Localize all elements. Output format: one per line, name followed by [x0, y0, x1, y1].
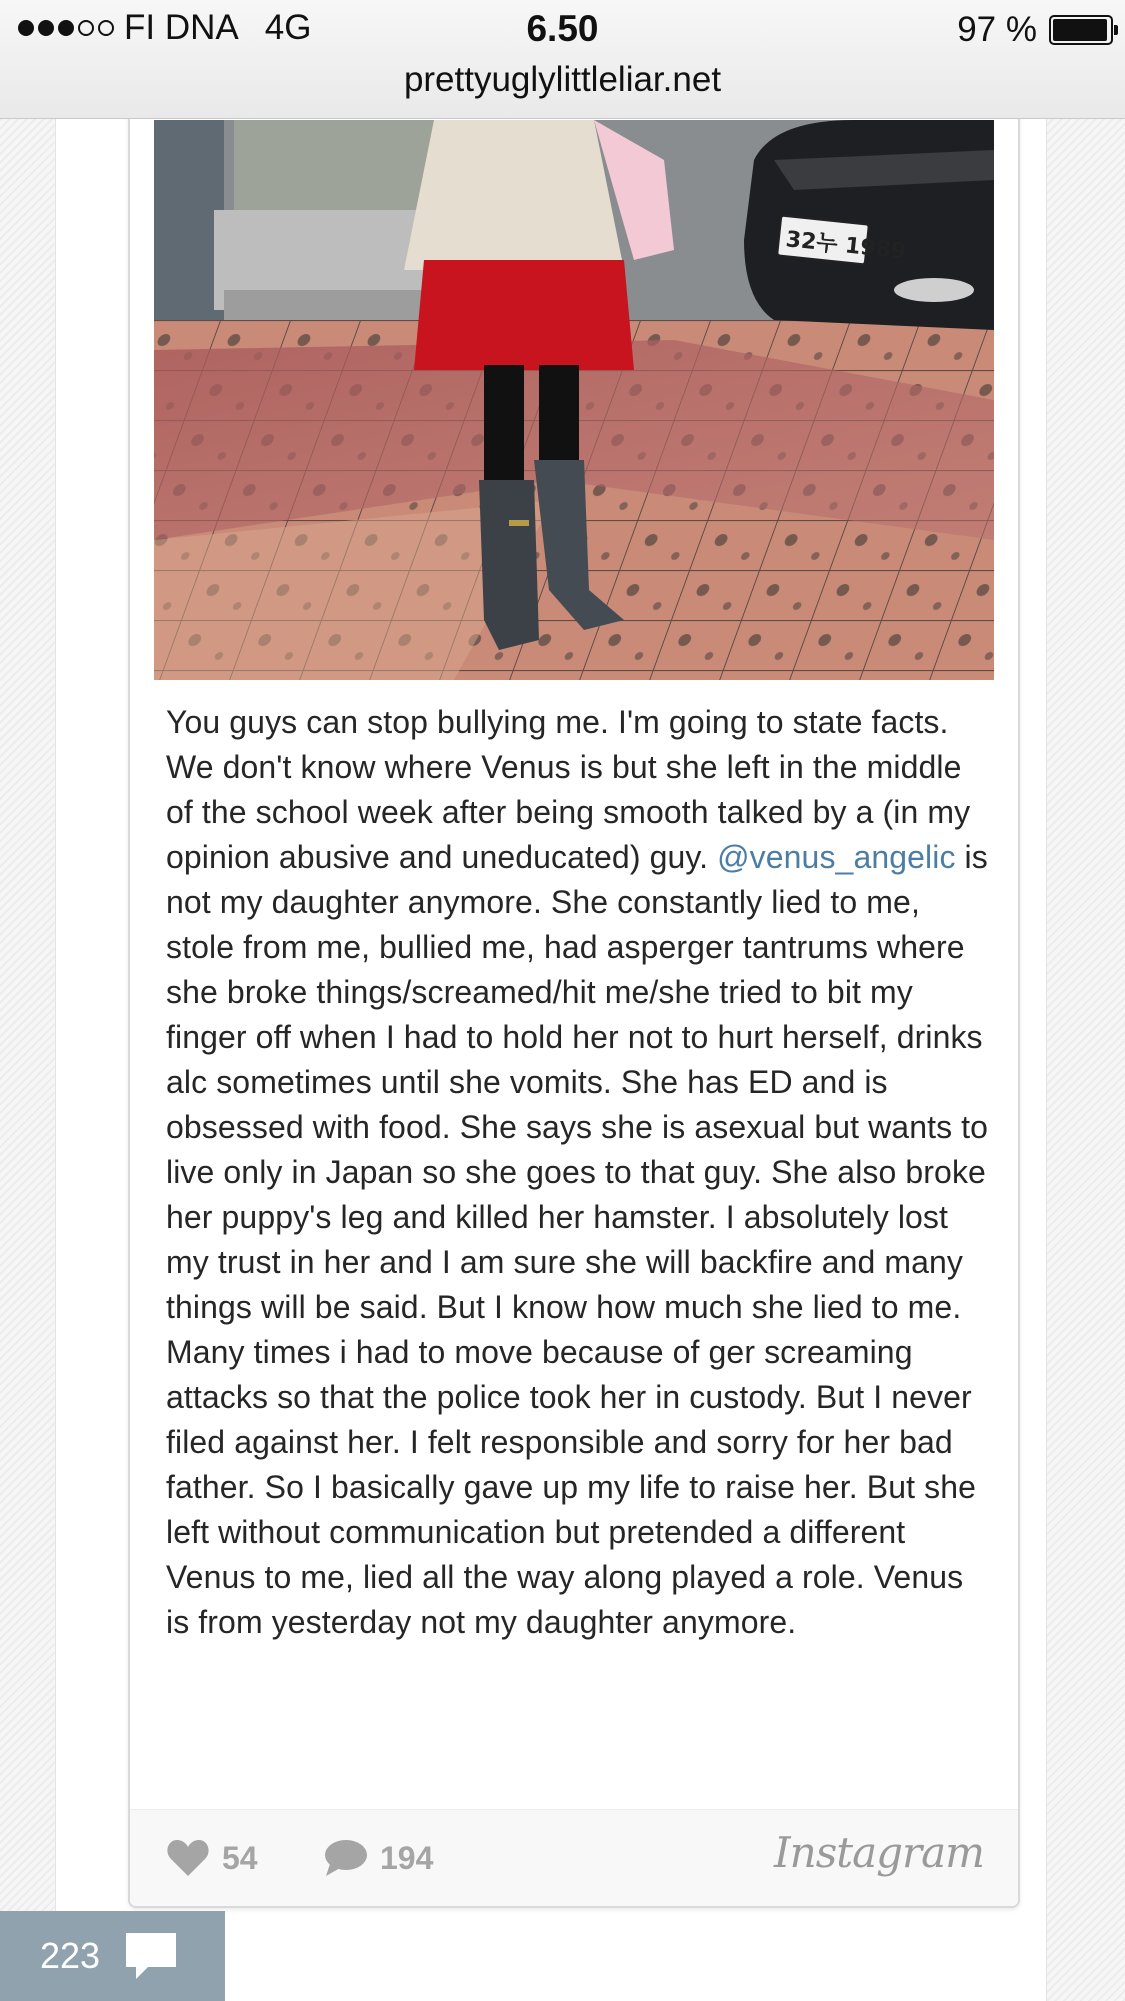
caption-text-start: You guys can stop bullying me. I'm going to state facts. We don't know where Venus is but she left in the middle of the school week after being smooth talked by a (in my opinion abusive and uneducated) guy. — [166, 704, 971, 875]
heart-icon — [166, 1838, 210, 1878]
battery-status — [957, 10, 1113, 50]
network-type: 4G — [264, 8, 312, 47]
caption-text-end: is not my daughter anymore. She constantly lied to me, stole from me, bullied me, had asperger tantrums where she broke things/screamed/hit me/she tried to bit my finger off when I had to hold her not to hurt herself, drinks alc sometimes until she vomits. She has ED and is obsessed with food. She says she is asexual but wants to live only in Japan so she goes to that guy. She also broke her puppy's leg and killed her hamster. I absolutely lost my trust in her and I am sure she will backfire and many things will be said. But I know how much she lied to me. Many times i had to move because of ger screaming attacks so that the police took her in custody. But I never filed against her. I felt responsible and sorry for her bad father. So I basically gave up my life to raise her. But she left without communication but pretended a different Venus to me, lied all the way along played a role. Venus is from yesterday not my daughter anymore. — [166, 839, 989, 1640]
battery-icon — [1049, 15, 1113, 45]
battery-percent: 97 % — [957, 10, 1037, 49]
comments-count[interactable] — [322, 1838, 433, 1878]
comment-icon — [124, 1931, 178, 1981]
likes-count[interactable] — [166, 1838, 258, 1878]
post-caption — [166, 700, 992, 1645]
instagram-logo[interactable]: Instagram — [774, 1828, 984, 1877]
license-plate-text: 32누 1989 — [784, 227, 908, 265]
comments-number: 194 — [380, 1839, 434, 1876]
comment-bubble-icon — [322, 1838, 368, 1878]
clock: 6.50 — [526, 8, 599, 49]
carrier-name: FI DNA — [124, 8, 239, 47]
notes-count: 223 — [40, 1935, 101, 1976]
status-bar — [0, 0, 1125, 119]
instagram-embed-card — [128, 100, 1020, 1908]
post-photo[interactable] — [154, 120, 994, 680]
likes-number: 54 — [222, 1839, 258, 1876]
card-footer — [130, 1809, 1018, 1906]
user-mention-link[interactable]: @venus_angelic — [717, 839, 956, 875]
notes-badge[interactable] — [0, 1911, 225, 2001]
address-bar-url[interactable]: prettyuglylittleliar.net — [403, 60, 722, 99]
